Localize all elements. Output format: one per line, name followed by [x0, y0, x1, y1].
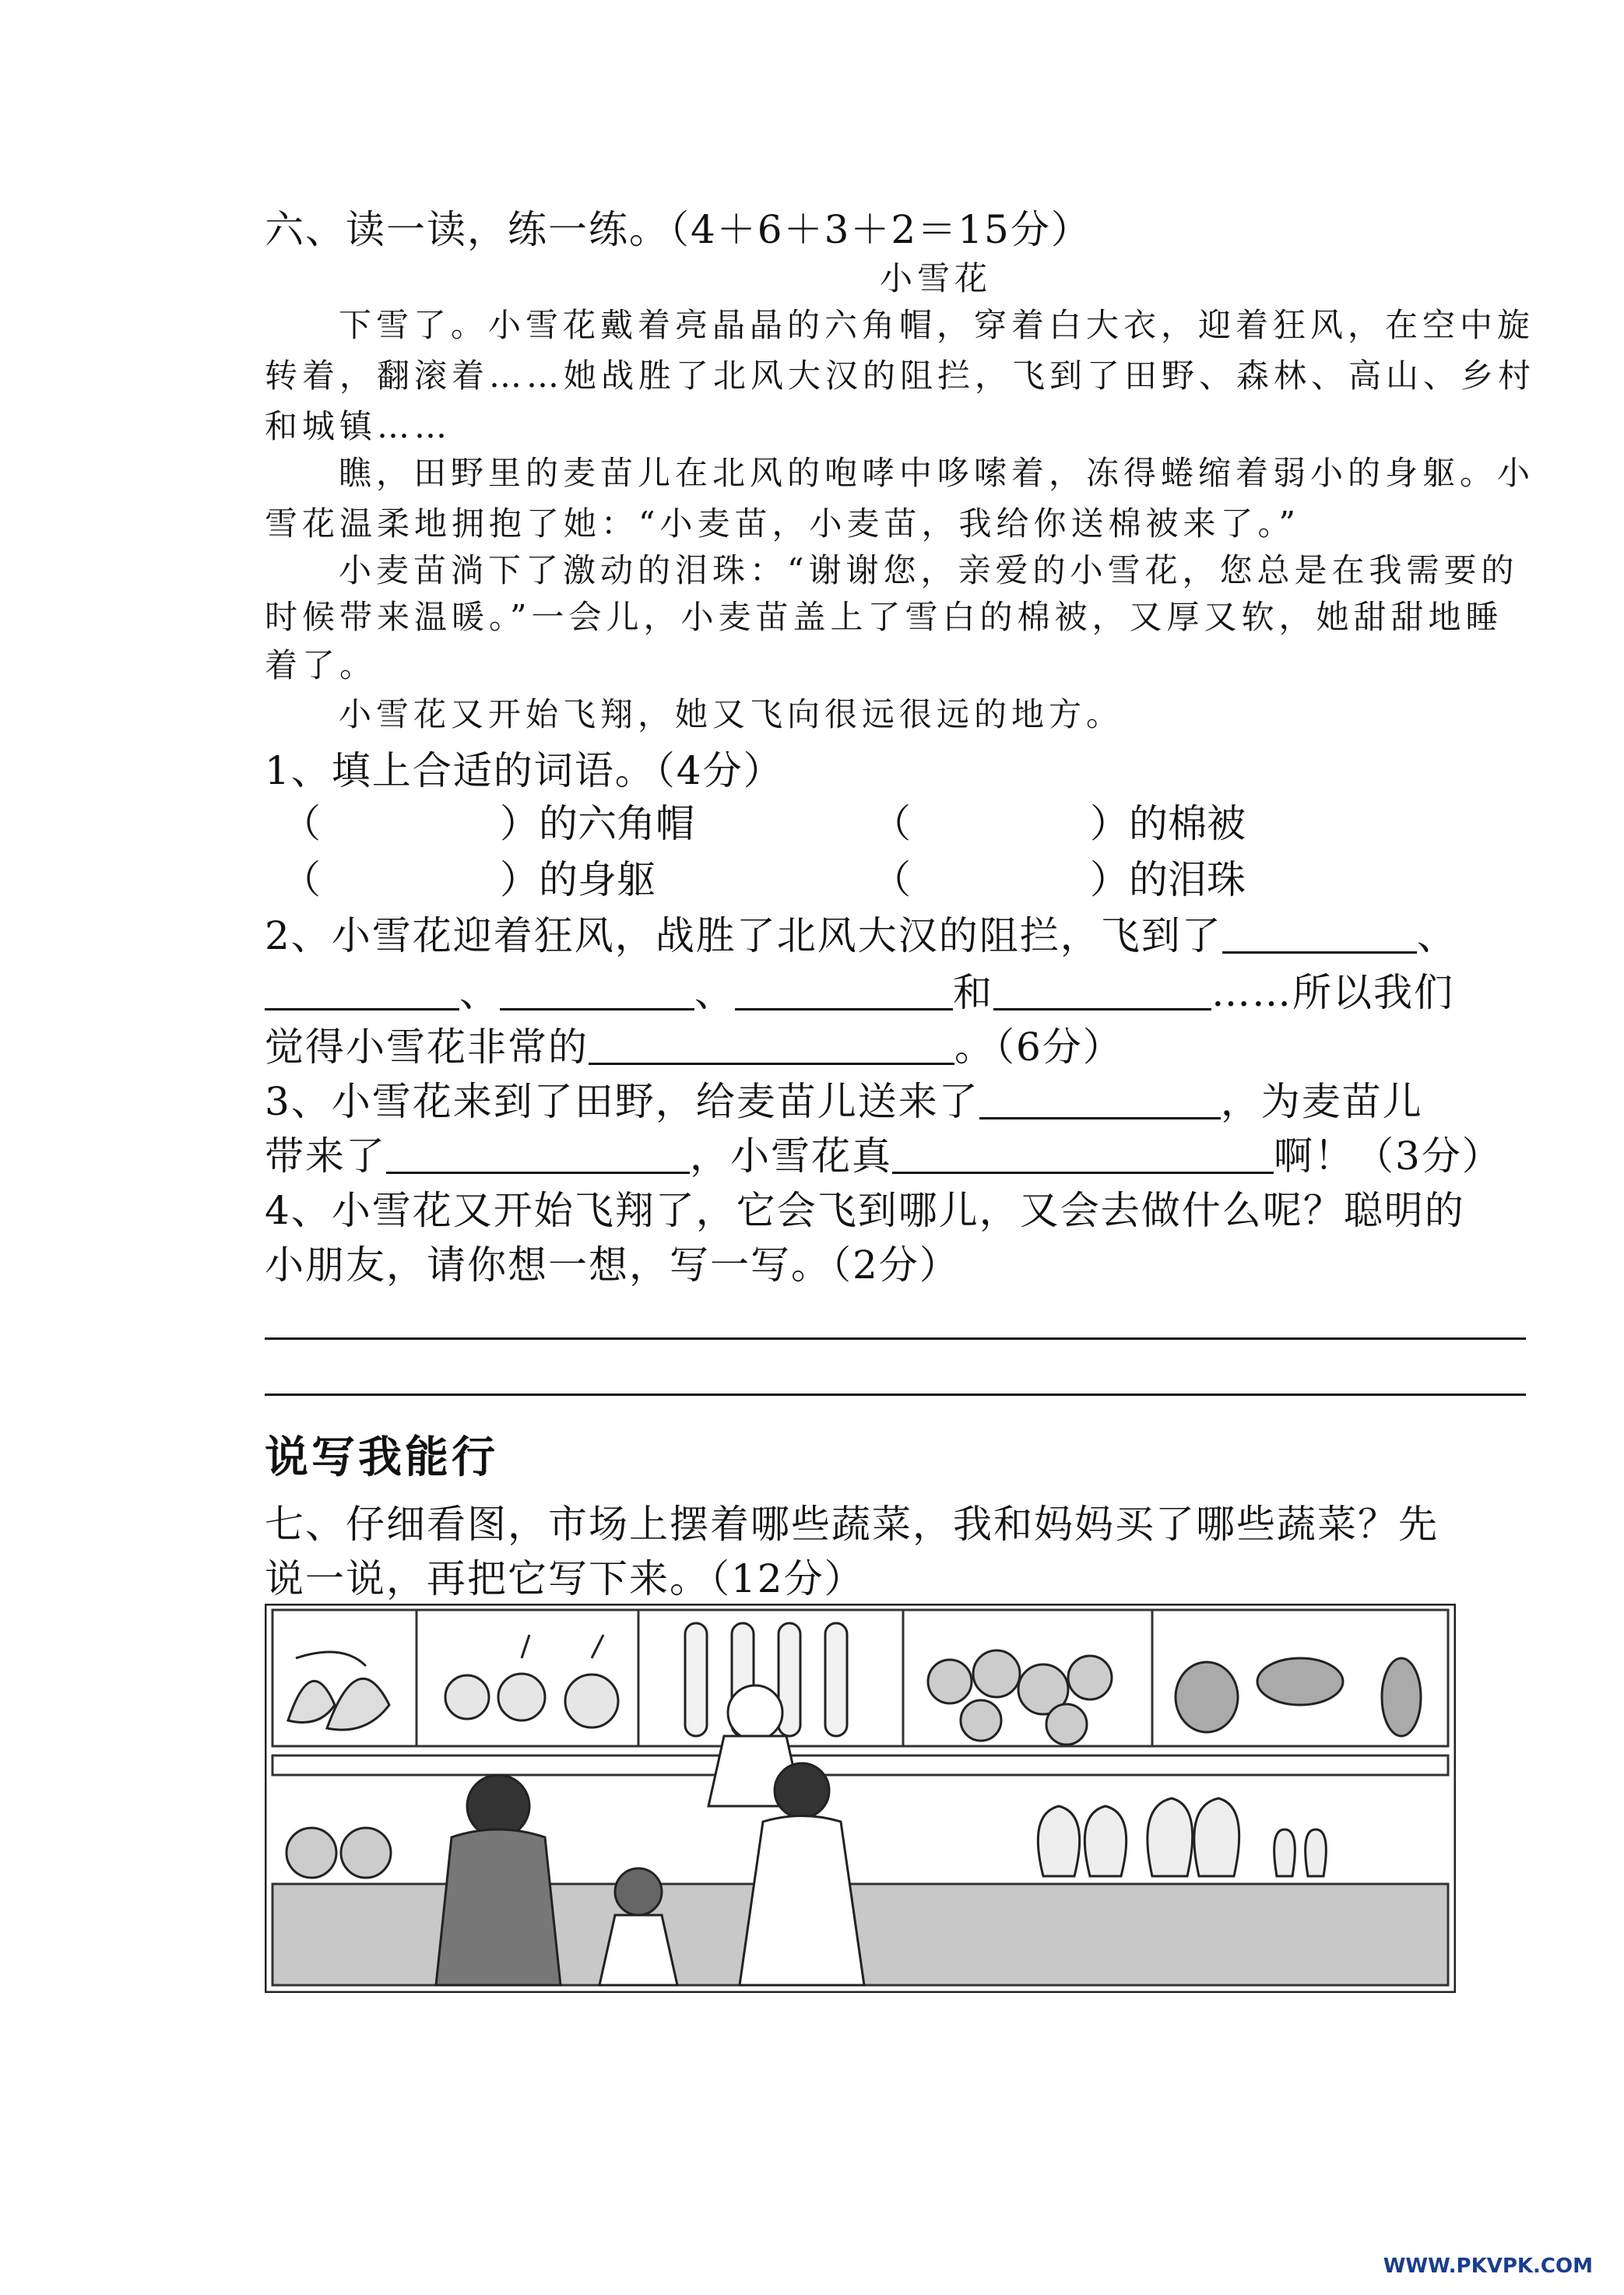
answer-blank[interactable]: [993, 977, 1211, 1010]
passage-line-4: 瞧，田野里的麦苗儿在北风的咆哮中哆嗦着，冻得蜷缩着弱小的身躯。小: [339, 454, 1535, 492]
q2-line-1: 2、小雪花迎着狂风，战胜了北风大汉的阻拦，飞到了 、: [265, 913, 1457, 958]
section-heading: 说写我能行: [265, 1432, 498, 1483]
answer-blank[interactable]: [979, 1086, 1221, 1119]
q2-line-2: 、 、 和 ……所以我们: [265, 961, 1454, 1017]
section6-title: 六、读一读，练一练。（4＋6＋3＋2＝15分）: [265, 207, 1091, 252]
passage-line-2: 转着，翻滚着……她战胜了北风大汉的阻拦，飞到了田野、森林、高山、乡村: [265, 357, 1536, 395]
answer-line-2[interactable]: [265, 1394, 1526, 1396]
answer-blank[interactable]: [735, 977, 953, 1010]
passage-line-5: 雪花温柔地拥抱了她：“小麦苗，小麦苗，我给你送棉被来了。”: [265, 504, 1300, 543]
q4-line-1: 4、小雪花又开始飞翔了，它会飞到哪儿，又会去做什么呢？聪明的: [265, 1188, 1465, 1233]
q1-prompt: 1、填上合适的词语。（4分）: [265, 748, 784, 793]
section7-line-1: 七、仔细看图，市场上摆着哪些蔬菜，我和妈妈买了哪些蔬菜？先: [265, 1502, 1439, 1547]
q3-line-1: 3、小雪花来到了田野，给麦苗儿送来了 ，为麦苗儿: [265, 1079, 1423, 1124]
site-watermark: WWW.PKVPK.COM: [1383, 2255, 1593, 2278]
q1-item-3: （ ）的身躯: [282, 857, 656, 902]
answer-blank[interactable]: [265, 977, 459, 1010]
q1-item-1: （ ）的六角帽: [282, 801, 694, 846]
passage-title: 小雪花: [880, 259, 993, 297]
answer-blank[interactable]: [1222, 920, 1417, 954]
answer-blank[interactable]: [500, 977, 694, 1010]
answer-blank[interactable]: [892, 1140, 1274, 1174]
q1-item-4: （ ）的泪珠: [872, 857, 1246, 902]
passage-line-1: 下雪了。小雪花戴着亮晶晶的六角帽，穿着白大衣，迎着狂风，在空中旋: [339, 306, 1535, 344]
answer-line-1[interactable]: [265, 1337, 1526, 1340]
answer-blank[interactable]: [386, 1140, 690, 1174]
answer-blank[interactable]: [589, 1032, 954, 1065]
passage-line-6: 小麦苗淌下了激动的泪珠：“谢谢您，亲爱的小雪花，您总是在我需要的: [339, 551, 1519, 589]
q4-line-2: 小朋友，请你想一想，写一写。（2分）: [265, 1242, 960, 1288]
q3-line-2: 带来了 ，小雪花真 啊！（3分）: [265, 1133, 1503, 1179]
market-illustration: [265, 1604, 1456, 1993]
passage-line-8: 着了。: [265, 646, 378, 684]
q1-item-2: （ ）的棉被: [872, 801, 1246, 846]
passage-line-7: 时候带来温暖。”一会儿，小麦苗盖上了雪白的棉被，又厚又软，她甜甜地睡: [265, 598, 1503, 636]
section7-line-2: 说一说，再把它写下来。（12分）: [265, 1556, 865, 1601]
q2-line-3: 觉得小雪花非常的 。（6分）: [265, 1024, 1123, 1070]
passage-line-3: 和城镇……: [265, 407, 452, 445]
passage-line-9: 小雪花又开始飞翔，她又飞向很远很远的地方。: [339, 695, 1124, 733]
